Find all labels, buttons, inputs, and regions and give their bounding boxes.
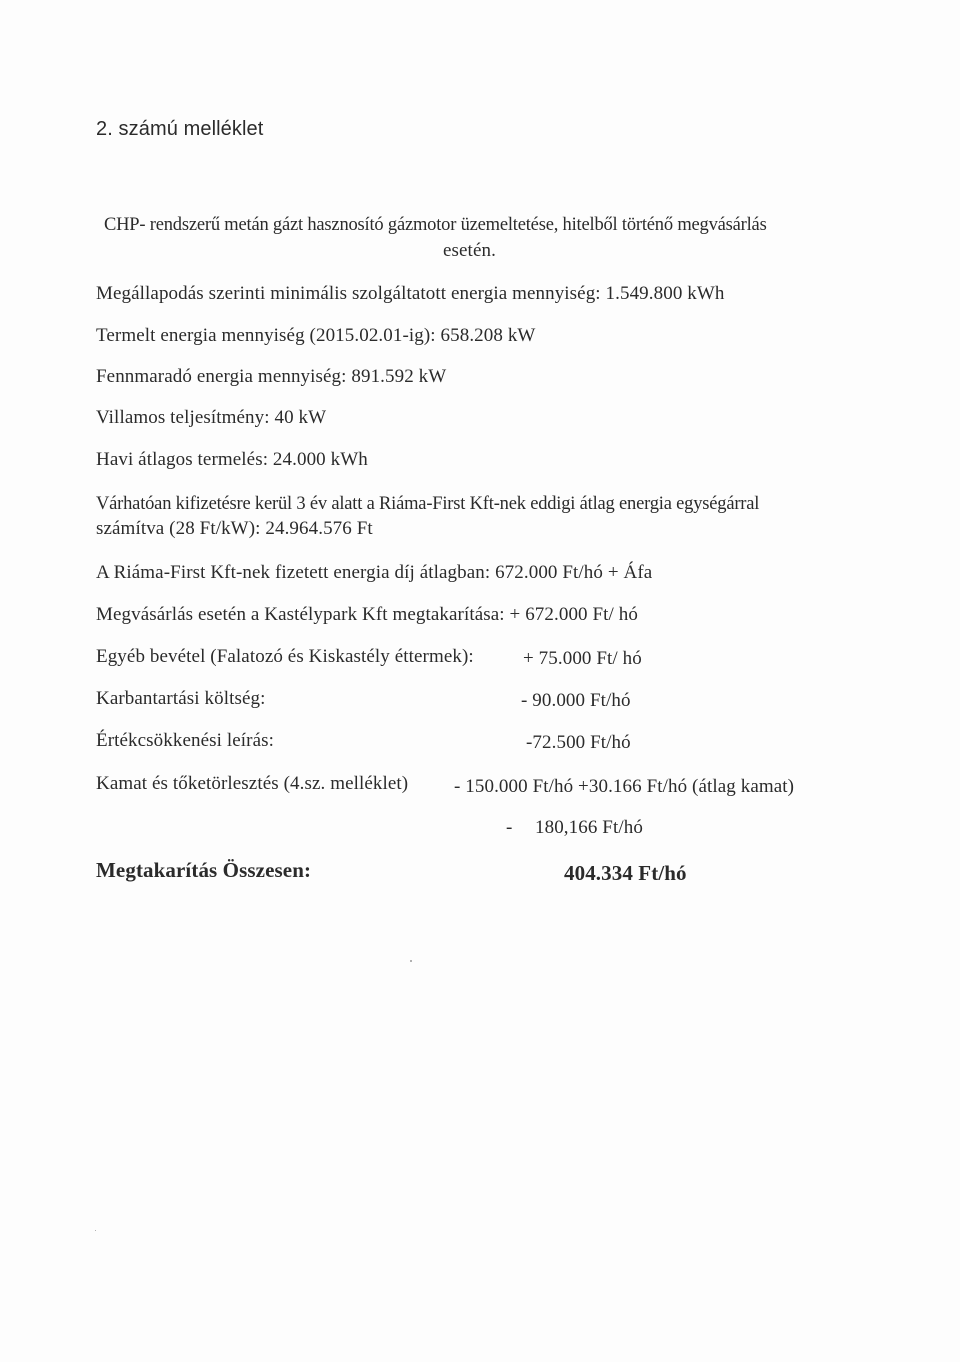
remaining-energy-line: Fennmaradó energia mennyiség: 891.592 kW bbox=[96, 366, 447, 387]
produced-energy-line: Termelt energia mennyiség (2015.02.01-ig): 658.208 kW bbox=[96, 325, 536, 346]
paid-energy-fee-line: A Riáma-First Kft-nek fizetett energia díj átlagban: 672.000 Ft/hó + Áfa bbox=[96, 562, 653, 583]
item-value: + 75.000 Ft/ hó bbox=[523, 648, 642, 669]
item-label: Kamat és tőketörlesztés (4.sz. melléklet) bbox=[96, 773, 409, 794]
scan-speck bbox=[95, 1230, 96, 1231]
item-label: Karbantartási költség: bbox=[96, 688, 266, 709]
interest-total-dash: - bbox=[506, 817, 513, 838]
total-savings-value: 404.334 Ft/hó bbox=[564, 861, 687, 885]
scan-speck bbox=[410, 960, 412, 962]
electric-power-line: Villamos teljesítmény: 40 kW bbox=[96, 407, 327, 428]
interest-total-value: 180,166 Ft/hó bbox=[535, 817, 643, 838]
item-label: Értékcsökkenési leírás: bbox=[96, 730, 274, 751]
subject-line-2: esetén. bbox=[443, 240, 496, 261]
item-label: Egyéb bevétel (Falatozó és Kiskastély éttermek): bbox=[96, 646, 474, 667]
annex-title: 2. számú melléklet bbox=[96, 118, 264, 140]
item-value: -72.500 Ft/hó bbox=[526, 732, 631, 753]
item-value: - 90.000 Ft/hó bbox=[521, 690, 631, 711]
expected-payment-line-2: számítva (28 Ft/kW): 24.964.576 Ft bbox=[96, 518, 373, 539]
expected-payment-line-1: Várhatóan kifizetésre kerül 3 év alatt a Riáma-First Kft-nek eddigi átlag energia egységárral bbox=[96, 494, 760, 514]
savings-on-purchase-line: Megvásárlás esetén a Kastélypark Kft megtakarítása: + 672.000 Ft/ hó bbox=[96, 604, 638, 625]
monthly-average-line: Havi átlagos termelés: 24.000 kWh bbox=[96, 449, 368, 470]
total-savings-label: Megtakarítás Összesen: bbox=[96, 858, 312, 882]
subject-line-1: CHP- rendszerű metán gázt hasznosító gázmotor üzemeltetése, hitelből történő megvásárlás bbox=[104, 215, 767, 235]
min-energy-line: Megállapodás szerinti minimális szolgáltatott energia mennyiség: 1.549.800 kWh bbox=[96, 283, 725, 304]
item-value: - 150.000 Ft/hó +30.166 Ft/hó (átlag kamat) bbox=[454, 776, 795, 797]
